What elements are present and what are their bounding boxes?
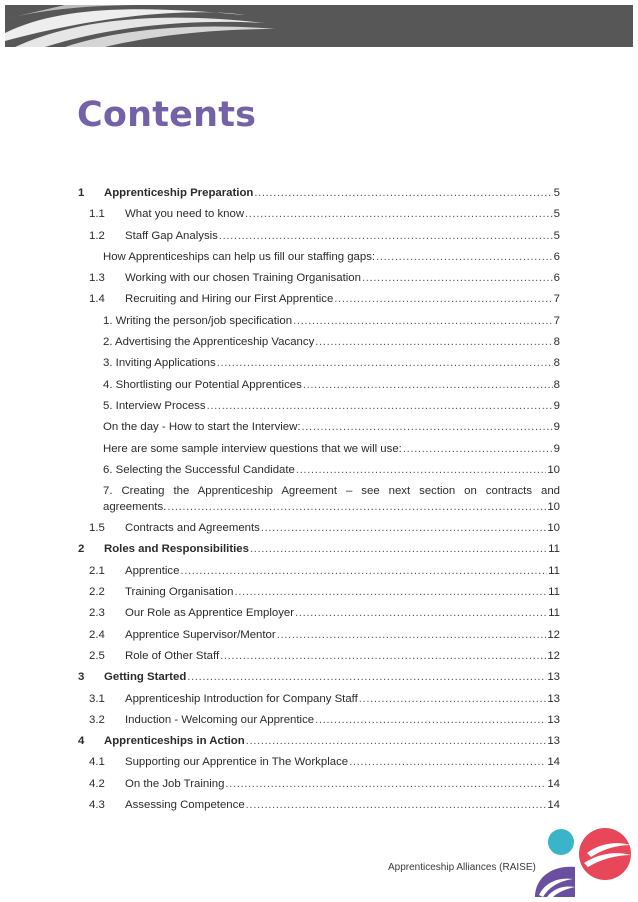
toc-entry[interactable]	[78, 226, 560, 247]
toc-entry-text: Roles and Responsibilities	[104, 543, 249, 556]
toc-entry-text: Supporting our Apprentice in The Workplace	[125, 756, 349, 769]
table-of-contents	[78, 183, 560, 816]
toc-page-number: 5	[553, 229, 560, 242]
toc-entry-number: 2.4	[89, 628, 105, 641]
dot-leader	[315, 710, 546, 731]
toc-entry[interactable]	[78, 774, 560, 795]
toc-entry-text: Staff Gap Analysis	[125, 229, 218, 242]
dot-leader	[250, 539, 547, 560]
toc-page-number: 9	[553, 421, 560, 434]
toc-page-number: 8	[553, 336, 560, 349]
toc-entry[interactable]	[78, 204, 560, 225]
toc-entry-text: Training Organisation	[125, 586, 234, 599]
toc-entry-number: 4.3	[89, 799, 105, 812]
dot-leader	[234, 582, 547, 603]
toc-entry-number: 1.3	[89, 272, 105, 285]
toc-page-number: 8	[553, 357, 560, 370]
toc-page-number: 13	[547, 692, 560, 705]
toc-entry-text: Apprentice	[125, 564, 180, 577]
toc-entry[interactable]	[78, 603, 560, 624]
toc-entry[interactable]	[78, 582, 560, 603]
dot-leader	[245, 204, 553, 225]
toc-entry-text: Apprenticeship Introduction for Company Staff	[125, 692, 358, 705]
toc-entry-number: 1	[78, 187, 85, 199]
dot-leader	[167, 500, 546, 516]
toc-entry[interactable]	[78, 646, 560, 667]
dot-leader	[219, 226, 553, 247]
toc-page-number: 14	[547, 777, 560, 790]
toc-entry-number: 2.5	[89, 649, 105, 662]
dot-leader	[359, 689, 547, 710]
header-swoosh-graphic	[5, 5, 633, 47]
toc-entry-text: 6. Selecting the Successful Candidate	[103, 463, 295, 476]
dot-leader	[261, 518, 546, 539]
dot-leader	[277, 625, 547, 646]
toc-entry-text: Recruiting and Hiring our First Apprentice	[125, 293, 334, 306]
toc-entry-text: Our Role as Apprentice Employer	[125, 607, 295, 620]
toc-entry-number: 3	[78, 671, 85, 684]
dot-leader	[180, 561, 547, 582]
toc-page-number: 10	[547, 522, 560, 535]
toc-entry-number: 1.4	[89, 293, 105, 306]
toc-page-number: 11	[548, 543, 560, 556]
dot-leader	[296, 460, 546, 481]
toc-entry[interactable]	[78, 353, 560, 374]
toc-entry-text: On the Job Training	[125, 777, 225, 790]
toc-entry-number: 3.2	[89, 713, 105, 726]
toc-entry-number: 1.2	[89, 229, 105, 242]
toc-entry-text-continued: agreements.	[103, 500, 167, 513]
toc-entry[interactable]	[78, 439, 560, 460]
dot-leader	[246, 795, 547, 816]
toc-entry[interactable]	[78, 311, 560, 332]
toc-entry-number: 4.1	[89, 756, 105, 769]
toc-entry[interactable]	[78, 561, 560, 582]
toc-entry-number: 2	[78, 543, 85, 556]
toc-entry-text: Assessing Competence	[125, 799, 245, 812]
dot-leader	[362, 268, 553, 289]
toc-page-number: 6	[553, 272, 560, 285]
toc-page-number: 9	[553, 442, 560, 455]
toc-page-number: 6	[553, 250, 560, 263]
logo-text: Apprenticeship Alliances (RAISE)	[388, 862, 536, 873]
toc-entry-number: 1.5	[89, 522, 105, 535]
toc-page-number: 13	[547, 671, 560, 684]
toc-entry-text: 1. Writing the person/job specification	[103, 314, 293, 327]
toc-entry[interactable]	[78, 332, 560, 353]
dot-leader	[334, 289, 552, 310]
dot-leader	[403, 439, 553, 460]
toc-entry-number: 4	[78, 735, 85, 748]
dot-leader	[187, 667, 546, 688]
dot-leader	[302, 417, 553, 438]
toc-page-number: 10	[547, 500, 560, 513]
toc-entry-text: Apprentice Supervisor/Mentor	[125, 628, 276, 641]
dot-leader	[246, 731, 547, 752]
toc-entry[interactable]	[78, 518, 560, 539]
toc-entry-text: Role of Other Staff	[125, 649, 220, 662]
page-title: Contents	[77, 95, 257, 135]
toc-entry[interactable]	[78, 625, 560, 646]
toc-entry[interactable]	[78, 460, 560, 481]
toc-entry[interactable]	[78, 183, 560, 204]
toc-page-number: 11	[548, 586, 560, 599]
toc-entry-text: Working with our chosen Training Organisation	[125, 272, 361, 285]
toc-entry-text: 5. Interview Process	[103, 399, 206, 412]
dot-leader	[295, 603, 547, 624]
toc-entry-text: Apprenticeships in Action	[104, 735, 245, 748]
toc-page-number: 14	[547, 799, 560, 812]
toc-page-number: 7	[553, 314, 560, 327]
toc-page-number: 9	[553, 399, 560, 412]
toc-entry-text: How Apprenticeships can help us fill our staffing gaps:	[103, 250, 376, 263]
toc-entry-text: Here are some sample interview questions that we will use:	[103, 442, 402, 455]
toc-entry[interactable]	[78, 710, 560, 731]
toc-page-number: 13	[547, 735, 560, 748]
toc-entry[interactable]	[78, 289, 560, 310]
toc-entry[interactable]	[78, 417, 560, 438]
toc-entry-number: 2.1	[89, 564, 105, 577]
toc-entry[interactable]	[78, 247, 560, 268]
toc-entry-text: On the day - How to start the Interview:	[103, 421, 301, 434]
toc-entry-text: 2. Advertising the Apprenticeship Vacancy	[103, 336, 315, 349]
header-banner	[5, 5, 633, 47]
toc-page-number: 12	[547, 628, 560, 641]
dot-leader	[217, 353, 553, 374]
dot-leader	[293, 311, 553, 332]
toc-entry[interactable]	[78, 481, 560, 518]
toc-entry[interactable]	[78, 667, 560, 688]
toc-entry-text: Induction - Welcoming our Apprentice	[125, 713, 315, 726]
toc-page-number: 11	[548, 564, 560, 577]
toc-page-number: 10	[547, 463, 560, 476]
toc-entry-text: Getting Started	[104, 671, 187, 684]
toc-entry[interactable]	[78, 731, 560, 752]
dot-leader	[376, 247, 553, 268]
toc-page-number: 12	[547, 649, 560, 662]
toc-entry-number: 3.1	[89, 692, 105, 705]
toc-entry-number: 1.1	[89, 208, 105, 221]
toc-entry-text: Apprenticeship Preparation	[104, 187, 254, 199]
toc-entry-text: 7. Creating the Apprenticeship Agreement – see next section on contracts and	[103, 485, 560, 498]
toc-page-number: 5	[553, 208, 560, 221]
toc-entry[interactable]	[78, 375, 560, 396]
dot-leader	[349, 752, 546, 773]
toc-page-number: 7	[553, 293, 560, 306]
toc-entry[interactable]	[78, 689, 560, 710]
toc-entry-number: 2.3	[89, 607, 105, 620]
dot-leader	[303, 375, 553, 396]
dot-leader	[225, 774, 546, 795]
dot-leader	[254, 183, 552, 204]
toc-page-number: 14	[547, 756, 560, 769]
toc-entry-text: 4. Shortlisting our Potential Apprentices	[103, 378, 302, 391]
logo-teal-circle	[548, 829, 574, 855]
dot-leader	[220, 646, 546, 667]
toc-page-number: 8	[553, 378, 560, 391]
toc-entry-number: 2.2	[89, 586, 105, 599]
toc-page-number: 13	[547, 713, 560, 726]
toc-entry[interactable]	[78, 268, 560, 289]
toc-entry[interactable]	[78, 396, 560, 417]
toc-entry[interactable]	[78, 539, 560, 560]
toc-entry[interactable]	[78, 752, 560, 773]
toc-entry-text: 3. Inviting Applications	[103, 357, 216, 370]
dot-leader	[315, 332, 552, 353]
toc-entry-number: 4.2	[89, 777, 105, 790]
toc-page-number: 11	[548, 607, 560, 620]
toc-entry-text: Contracts and Agreements	[125, 522, 260, 535]
dot-leader	[207, 396, 553, 417]
toc-page-number: 5	[553, 187, 560, 199]
toc-entry-text: What you need to know	[125, 208, 245, 221]
raise-logo	[385, 825, 635, 897]
toc-entry[interactable]	[78, 795, 560, 816]
